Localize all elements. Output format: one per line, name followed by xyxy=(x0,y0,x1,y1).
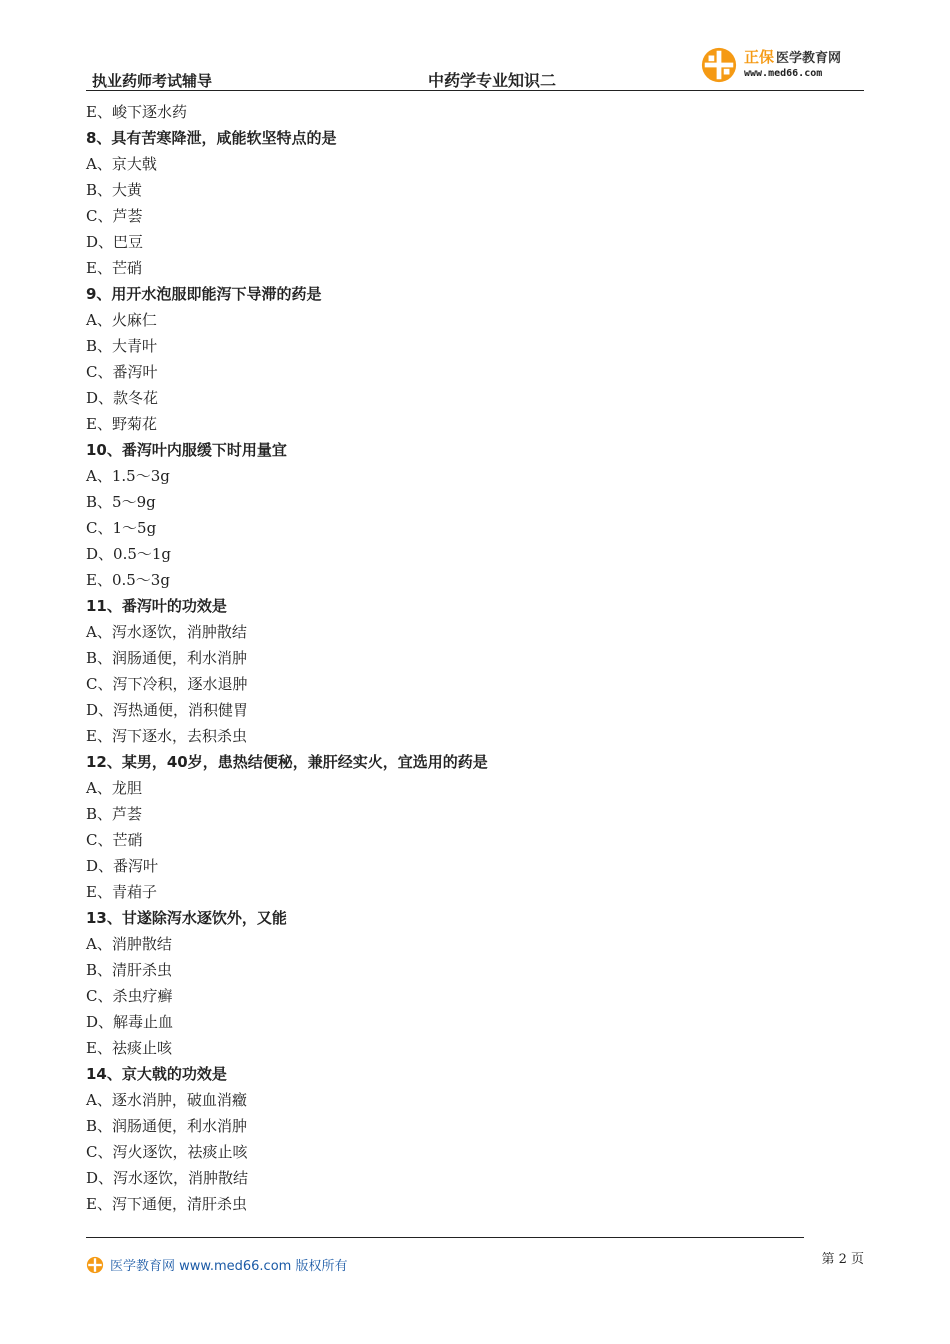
page-header xyxy=(86,40,864,92)
question-text: 11、番泻叶的功效是 xyxy=(86,597,227,615)
answer-option: A、泻水逐饮，消肿散结 xyxy=(86,623,247,641)
question-list xyxy=(86,99,846,1217)
answer-option: C、泻下冷积，逐水退肿 xyxy=(86,675,248,693)
answer-option: A、京大戟 xyxy=(86,155,157,173)
question-text: 9、用开水泡服即能泻下导滞的药是 xyxy=(86,285,322,303)
answer-option: D、解毒止血 xyxy=(86,1013,174,1031)
answer-option: C、泻火逐饮，祛痰止咳 xyxy=(86,1143,248,1161)
answer-option: B、5～9g xyxy=(86,493,156,511)
answer-option: A、消肿散结 xyxy=(86,935,172,953)
question-text: 12、某男，40岁，患热结便秘，兼肝经实火，宜选用的药是 xyxy=(86,753,488,771)
answer-option: D、番泻叶 xyxy=(86,857,159,875)
answer-option: A、火麻仁 xyxy=(86,311,157,329)
answer-option: A、1.5～3g xyxy=(86,467,170,485)
footer-logo-icon xyxy=(86,1256,104,1274)
question-text: 10、番泻叶内服缓下时用量宜 xyxy=(86,441,287,459)
answer-option: D、0.5～1g xyxy=(86,545,172,563)
header-subject-title: 中药学专业知识二 xyxy=(428,71,557,90)
answer-option: B、润肠通便，利水消肿 xyxy=(86,649,248,667)
answer-option: D、款冬花 xyxy=(86,389,159,407)
answer-option: A、逐水消肿，破血消癥 xyxy=(86,1091,247,1109)
answer-option: E、青葙子 xyxy=(86,883,157,901)
answer-option: B、润肠通便，利水消肿 xyxy=(86,1117,248,1135)
answer-option: B、芦荟 xyxy=(86,805,143,823)
answer-option: E、芒硝 xyxy=(86,259,142,277)
answer-option: E、泻下通便，清肝杀虫 xyxy=(86,1195,247,1213)
footer-rule xyxy=(86,1237,804,1238)
answer-option: C、1～5g xyxy=(86,519,157,537)
answer-option: B、大青叶 xyxy=(86,337,158,355)
answer-option: C、杀虫疗癣 xyxy=(86,987,173,1005)
answer-option: E、泻下逐水，去积杀虫 xyxy=(86,727,247,745)
answer-option: E、野菊花 xyxy=(86,415,157,433)
answer-option: D、巴豆 xyxy=(86,233,144,251)
answer-option: B、大黄 xyxy=(86,181,143,199)
answer-option: E、峻下逐水药 xyxy=(86,103,187,121)
logo-mark-icon xyxy=(700,46,738,84)
question-text: 14、京大戟的功效是 xyxy=(86,1065,227,1083)
answer-option: C、芦荟 xyxy=(86,207,143,225)
header-course-title: 执业药师考试辅导 xyxy=(92,72,213,90)
answer-option: C、番泻叶 xyxy=(86,363,158,381)
brand-logo xyxy=(700,42,860,86)
header-rule xyxy=(86,90,864,91)
answer-option: D、泻水逐饮，消肿散结 xyxy=(86,1169,249,1187)
answer-option: E、祛痰止咳 xyxy=(86,1039,172,1057)
answer-option: B、清肝杀虫 xyxy=(86,961,173,979)
footer-text: 医学教育网 www.med66.com 版权所有 xyxy=(110,1259,348,1274)
logo-url: www.med66.com xyxy=(744,68,823,79)
answer-option: A、龙胆 xyxy=(86,779,142,797)
question-text: 13、甘遂除泻水逐饮外，又能 xyxy=(86,909,287,927)
logo-brand-text: 正保 医学教育网 xyxy=(744,48,842,66)
answer-option: E、0.5～3g xyxy=(86,571,170,589)
answer-option: C、芒硝 xyxy=(86,831,143,849)
question-text: 8、具有苦寒降泄，咸能软坚特点的是 xyxy=(86,129,337,147)
page-number: 第 2 页 xyxy=(821,1252,864,1267)
answer-option: D、泻热通便，消积健胃 xyxy=(86,701,249,719)
